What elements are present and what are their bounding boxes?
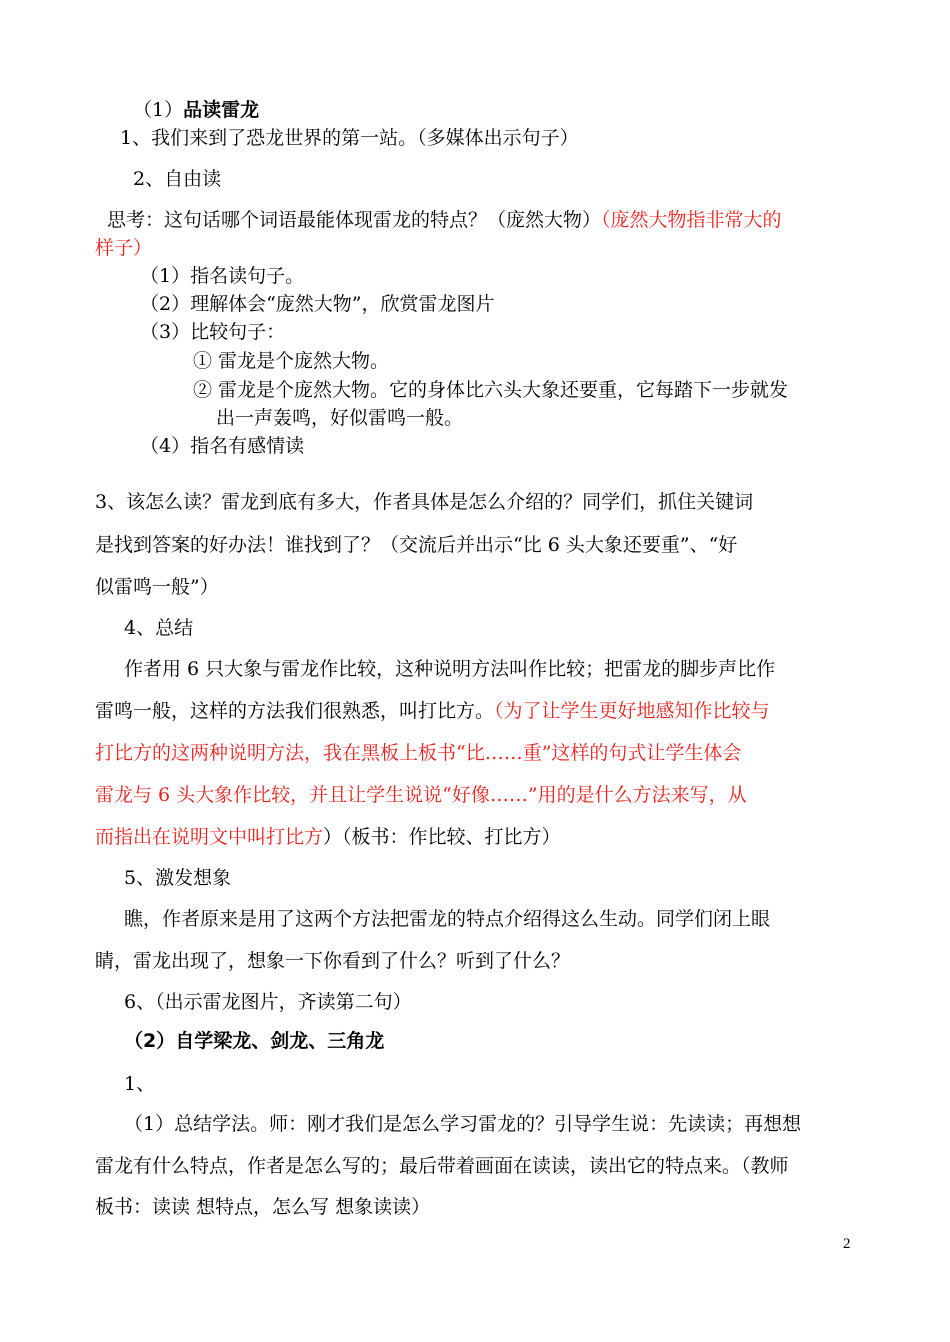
- paragraph-3-line-1: 3、该怎么读？雷龙到底有多大，作者具体是怎么介绍的？同学们，抓住关键词: [95, 491, 754, 513]
- paragraph-7-line-1: （1）总结学法。师：刚才我们是怎么学习雷龙的？引导学生说：先读读；再想想: [124, 1113, 802, 1135]
- section1-number: （1）: [133, 99, 184, 121]
- paragraph-4-line-1: 作者用 6 只大象与雷龙作比较，这种说明方法叫作比较；把雷龙的脚步声比作: [124, 658, 776, 680]
- section1-heading: [133, 98, 903, 122]
- paragraph-4-line-2-red: （为了让学生更好地感知作比较与: [494, 700, 770, 722]
- paragraph-4-heading: 4、总结: [124, 617, 194, 639]
- sub-item-2: （2）理解体会“庞然大物”，欣赏雷龙图片: [140, 293, 495, 315]
- sub-item-4: （4）指名有感情读: [140, 435, 305, 457]
- paragraph-7-line-2: 雷龙有什么特点，作者是怎么写的；最后带着画面在读读，读出它的特点来。（教师: [95, 1155, 789, 1177]
- paragraph-2: 2、自由读: [133, 168, 222, 190]
- paragraph-4-line-2: [95, 699, 865, 723]
- section1-title: 品读雷龙: [183, 99, 260, 121]
- paragraph-4-line-3: 打比方的这两种说明方法，我在黑板上板书“比……重”这样的句式让学生体会: [95, 742, 742, 764]
- sub-item-3: （3）比较句子：: [140, 321, 286, 343]
- paragraph-4-line-5-red: 而指出在说明文中叫打比方: [95, 826, 324, 848]
- paragraph-4-line-4: 雷龙与 6 头大象作比较，并且让学生说说“好像……”用的是什么方法来写，从: [95, 784, 747, 806]
- paragraph-4-line-2-text: 雷鸣一般，这样的方法我们很熟悉，叫打比方。: [95, 700, 495, 722]
- paragraph-4-line-5-text: ）（板书：作比较、打比方）: [323, 826, 561, 848]
- think-question-text: 思考：这句话哪个词语最能体现雷龙的特点？（庞然大物）: [107, 209, 602, 231]
- paragraph-5-line-1: 瞧，作者原来是用了这两个方法把雷龙的特点介绍得这么生动。同学们闭上眼: [124, 908, 771, 930]
- paragraph-6: 6、（出示雷龙图片，齐读第二句）: [124, 991, 412, 1013]
- paragraph-4-line-5: [95, 825, 865, 849]
- compare-sentence-2: ② 雷龙是个庞然大物。它的身体比六头大象还要重，它每踏下一步就发: [193, 379, 789, 401]
- section2-heading: （2）自学梁龙、剑龙、三角龙: [124, 1030, 385, 1052]
- paragraph-3-line-3: 似雷鸣一般”）: [95, 576, 219, 598]
- paragraph-1: 1、我们来到了恐龙世界的第一站。（多媒体出示句子）: [120, 127, 579, 149]
- paragraph-7-line-3: 板书：读读 想特点，怎么写 想象读读）: [95, 1196, 431, 1218]
- paragraph-3-line-2: 是找到答案的好办法！谁找到了？（交流后并出示“比 6 头大象还要重”、“好: [95, 534, 738, 556]
- paragraph-5-heading: 5、激发想象: [124, 867, 232, 889]
- think-question: [107, 208, 877, 232]
- paragraph-7-heading: 1、: [124, 1073, 156, 1095]
- paragraph-5-line-2: 睛，雷龙出现了，想象一下你看到了什么？听到了什么？: [95, 950, 571, 972]
- page-number: 2: [843, 1236, 851, 1252]
- compare-sentence-1: ① 雷龙是个庞然大物。: [193, 350, 390, 372]
- compare-sentence-2-cont: 出一声轰鸣，好似雷鸣一般。: [216, 407, 464, 429]
- think-note-red-cont: 样子）: [95, 237, 153, 259]
- sub-item-1: （1）指名读句子。: [140, 265, 305, 287]
- think-note-red: （庞然大物指非常大的: [601, 209, 782, 231]
